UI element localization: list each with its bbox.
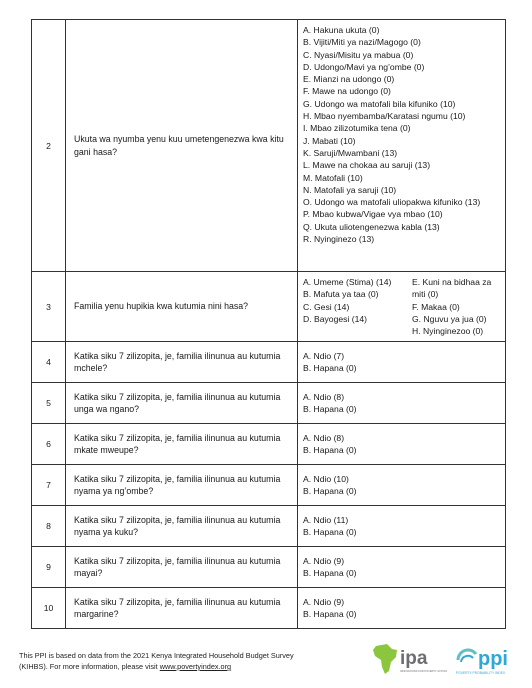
answer-option: A. Ndio (11) xyxy=(303,515,349,526)
table-row xyxy=(32,272,506,342)
answer-option: A. Ndio (8) xyxy=(303,433,345,444)
ppi-logo-tagline: POVERTY PROBABILITY INDEX xyxy=(456,671,506,675)
table-row xyxy=(32,383,506,424)
answer-options xyxy=(298,342,506,383)
question-text: Katika siku 7 zilizopita, je, familia ilinunua au kutumia mchele? xyxy=(66,342,298,383)
footer-line-1: This PPI is based on data from the 2021 Kenya Integrated Household Budget Survey xyxy=(19,651,294,660)
question-number: 10 xyxy=(32,588,66,629)
table-row xyxy=(32,424,506,465)
footer-note xyxy=(19,650,319,672)
answer-option: G. Nguvu ya jua (0) xyxy=(412,313,487,324)
answer-option: H. Nyinginezoo (0) xyxy=(412,326,484,337)
answer-option: B. Hapana (0) xyxy=(303,609,357,620)
answer-option: A. Umeme (Stima) (14) xyxy=(303,277,392,287)
answer-option: L. Mawe na chokaa au saruji (13) xyxy=(303,160,431,171)
answer-option: A. Ndio (7) xyxy=(303,351,345,362)
answer-options xyxy=(298,272,506,342)
table-row xyxy=(32,547,506,588)
answer-option: P. Mbao kubwa/Vigae vya mbao (10) xyxy=(303,209,443,220)
answer-options xyxy=(298,424,506,465)
answer-option: D. Bayogesi (14) xyxy=(303,313,368,324)
answer-option: A. Hakuna ukuta (0) xyxy=(303,25,380,35)
question-number: 6 xyxy=(32,424,66,465)
question-text: Katika siku 7 zilizopita, je, familia ilinunua au kutumia mkate mweupe? xyxy=(66,424,298,465)
answer-option: I. Mbao zilizotumika tena (0) xyxy=(303,123,411,134)
question-text: Katika siku 7 zilizopita, je, familia ilinunua au kutumia margarine? xyxy=(66,588,298,629)
question-number: 5 xyxy=(32,383,66,424)
answer-option: B. Vijiti/Miti ya nazi/Magogo (0) xyxy=(303,37,421,48)
answer-column-left xyxy=(303,276,391,337)
answer-option: B. Hapana (0) xyxy=(303,527,357,538)
answer-options xyxy=(298,20,506,272)
answer-option: A. Ndio (10) xyxy=(303,474,349,485)
answer-option: C. Gesi (14) xyxy=(303,301,350,312)
answer-option: B. Hapana (0) xyxy=(303,486,357,497)
ppi-logo xyxy=(454,640,518,680)
answer-options xyxy=(298,465,506,506)
question-text: Katika siku 7 zilizopita, je, familia ilinunua au kutumia unga wa ngano? xyxy=(66,383,298,424)
ppi-question-table xyxy=(31,19,506,629)
answer-option: Q. Ukuta uliotengenezwa kabla (13) xyxy=(303,221,440,232)
table-row xyxy=(32,506,506,547)
answer-option: O. Udongo wa matofali uliopakwa kifuniko (13) xyxy=(303,197,481,208)
answer-option: E. Mianzi na udongo (0) xyxy=(303,74,395,85)
answer-option: N. Matofali ya saruji (10) xyxy=(303,184,397,195)
table-row xyxy=(32,465,506,506)
table-row xyxy=(32,20,506,272)
answer-option: B. Hapana (0) xyxy=(303,568,357,579)
footer-line-2-text: (KIHBS). For more information, please visit xyxy=(19,662,160,671)
footer-line-2 xyxy=(19,661,319,672)
ipa-logo xyxy=(370,640,448,678)
answer-option: A. Ndio (9) xyxy=(303,556,345,567)
answer-option: A. Ndio (9) xyxy=(303,597,345,608)
answer-column-right xyxy=(412,276,500,337)
answer-option: B. Hapana (0) xyxy=(303,363,357,374)
question-number: 4 xyxy=(32,342,66,383)
table-row xyxy=(32,588,506,629)
answer-option: C. Nyasi/Misitu ya mabua (0) xyxy=(303,49,414,60)
povertyindex-link[interactable]: www.povertyindex.org xyxy=(159,662,232,671)
answer-options xyxy=(298,383,506,424)
question-text: Ukuta wa nyumba yenu kuu umetengenezwa kwa kitu gani hasa? xyxy=(66,20,298,272)
question-number: 8 xyxy=(32,506,66,547)
answer-option: R. Nyinginezo (13) xyxy=(303,234,375,245)
question-text: Katika siku 7 zilizopita, je, familia ilinunua au kutumia nyama ya kuku? xyxy=(66,506,298,547)
answer-option: K. Saruji/Mwambani (13) xyxy=(303,147,398,158)
answer-options xyxy=(298,588,506,629)
answer-option: E. Kuni na bidhaa za miti (0) xyxy=(412,277,492,300)
answer-option: J. Mabati (10) xyxy=(303,135,356,146)
question-text: Katika siku 7 zilizopita, je, familia ilinunua au kutumia nyama ya ng’ombe? xyxy=(66,465,298,506)
question-number: 9 xyxy=(32,547,66,588)
question-text: Familia yenu hupikia kwa kutumia nini hasa? xyxy=(66,272,298,342)
answer-option: D. Udongo/Mavi ya ng’ombe (0) xyxy=(303,61,425,72)
answer-option: B. Mafuta ya taa (0) xyxy=(303,289,379,300)
question-number: 7 xyxy=(32,465,66,506)
answer-option: G. Udongo wa matofali bila kifuniko (10) xyxy=(303,98,456,109)
africa-map-icon xyxy=(373,644,397,674)
answer-option: F. Makaa (0) xyxy=(412,301,460,312)
answer-option: M. Matofali (10) xyxy=(303,172,363,183)
answer-options xyxy=(298,506,506,547)
answer-option: B. Hapana (0) xyxy=(303,404,357,415)
answer-options xyxy=(298,547,506,588)
table-row xyxy=(32,342,506,383)
ipa-logo-tagline: INNOVATIONS FOR POVERTY ACTION xyxy=(400,670,448,673)
ppi-logo-text: ppi xyxy=(478,648,508,670)
question-number: 2 xyxy=(32,20,66,272)
answer-option: A. Ndio (8) xyxy=(303,392,345,403)
question-number: 3 xyxy=(32,272,66,342)
answer-option: F. Mawe na udongo (0) xyxy=(303,86,391,97)
answer-option: B. Hapana (0) xyxy=(303,445,357,456)
ppi-arc-icon xyxy=(458,650,476,662)
question-text: Katika siku 7 zilizopita, je, familia ilinunua au kutumia mayai? xyxy=(66,547,298,588)
ipa-logo-text: ipa xyxy=(400,648,428,669)
answer-option: H. Mbao nyembamba/Karatasi ngumu (10) xyxy=(303,111,466,122)
